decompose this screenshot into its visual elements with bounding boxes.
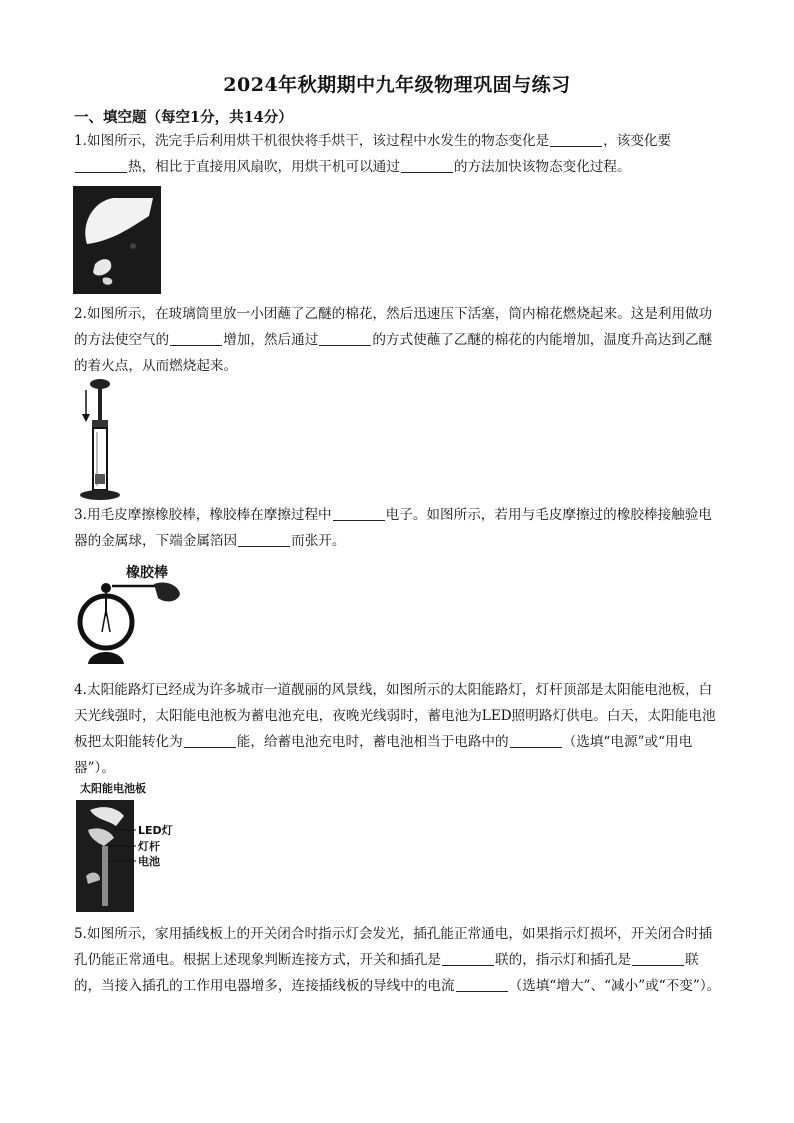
question-3	[74, 502, 722, 554]
q5-blank-2[interactable]	[632, 949, 684, 966]
q4-pole-label: 灯杆	[138, 840, 160, 853]
q4-blank-1[interactable]	[184, 731, 236, 748]
q5-blank-1[interactable]	[442, 949, 494, 966]
q4-blank-2[interactable]	[510, 731, 562, 748]
q1-text-2: ，该变化要	[603, 133, 672, 149]
q1-text-1: 1.如图所示，洗完手后利用烘干机很快将手烘干，该过程中水发生的物态变化是	[74, 133, 550, 149]
q1-text-4: 的方法加快该物态变化过程。	[453, 159, 631, 175]
q1-blank-1[interactable]	[550, 130, 602, 147]
q4-text-2: 能，给蓄电池充电时，蓄电池相当于电路中的	[236, 734, 509, 750]
q1-text-3: 热，相比于直接用风扇吹，用烘干机可以通过	[128, 159, 400, 175]
q4-solar-street-light-image	[74, 780, 184, 920]
q3-text-1: 3.用毛皮摩擦橡胶棒，橡胶棒在摩擦过程中	[74, 507, 332, 523]
question-1	[74, 128, 722, 180]
q3-text-2: 电子。如图所示，若用与毛皮摩擦过的橡胶棒接触验电器的金属球，下端金属箔因	[74, 507, 712, 549]
q3-blank-2[interactable]	[238, 530, 290, 547]
q5-text-1: 5.如图所示，家用插线板上的开关闭合时指示灯会发光，插孔能正常通电，如果指示灯损坏，开关闭合时插孔仍能正常通电。根据上述现象判断连接方式，开关和插孔是	[74, 926, 713, 968]
q4-text-3: （选填“电源”或“用电器”）。	[74, 734, 693, 776]
question-2	[74, 301, 722, 379]
q4-battery-label: 电池	[138, 855, 160, 868]
q2-blank-2[interactable]	[319, 329, 371, 346]
q3-rubber-rod-label: 橡胶棒	[126, 565, 168, 581]
q1-hand-dryer-image	[73, 186, 161, 294]
question-4	[74, 677, 722, 781]
q2-text-2: 增加，然后通过	[223, 332, 319, 348]
q4-solar-panel-label: 太阳能电池板	[80, 782, 146, 795]
q5-text-2: 联的，指示灯和插孔是	[495, 952, 631, 968]
page-title: 2024年秋期期中九年级物理巩固与练习	[223, 74, 571, 96]
q4-led-label: LED灯	[138, 824, 173, 837]
q1-blank-2[interactable]	[75, 156, 127, 173]
q4-text-1: 4.太阳能路灯已经成为许多城市一道靓丽的风景线，如图所示的太阳能路灯，灯杆顶部是太阳能电池板，白天光线强时，太阳能电池板为蓄电池充电，夜晚光线弱时，蓄电池为LED照明路灯供电。白天，太阳能电池板把太阳能转化为	[74, 682, 716, 750]
q2-blank-1[interactable]	[170, 329, 222, 346]
q2-piston-cylinder-image	[78, 378, 122, 502]
q5-text-3: 联的，当接入插孔的工作用电器增多，连接插线板的导线中的电流	[74, 952, 699, 994]
q5-blank-3[interactable]	[456, 975, 508, 992]
q2-text-1: 2.如图所示，在玻璃筒里放一小团蘸了乙醚的棉花，然后迅速压下活塞，筒内棉花燃烧起来。这是利用做功的方法使空气的	[74, 306, 713, 348]
q3-text-3: 而张开。	[291, 533, 346, 549]
q5-text-4: （选填“增大”、“减小”或“不变”）。	[508, 978, 721, 994]
q2-text-3: 的方式使蘸了乙醚的棉花的内能增加，温度升高达到乙醚的着火点，从而燃烧起来。	[74, 332, 713, 374]
q3-blank-1[interactable]	[333, 504, 385, 521]
question-5	[74, 921, 722, 999]
q3-electroscope-image	[74, 560, 186, 668]
section-heading: 一、填空题（每空1分，共14分）	[74, 109, 293, 126]
q1-blank-3[interactable]	[401, 156, 453, 173]
